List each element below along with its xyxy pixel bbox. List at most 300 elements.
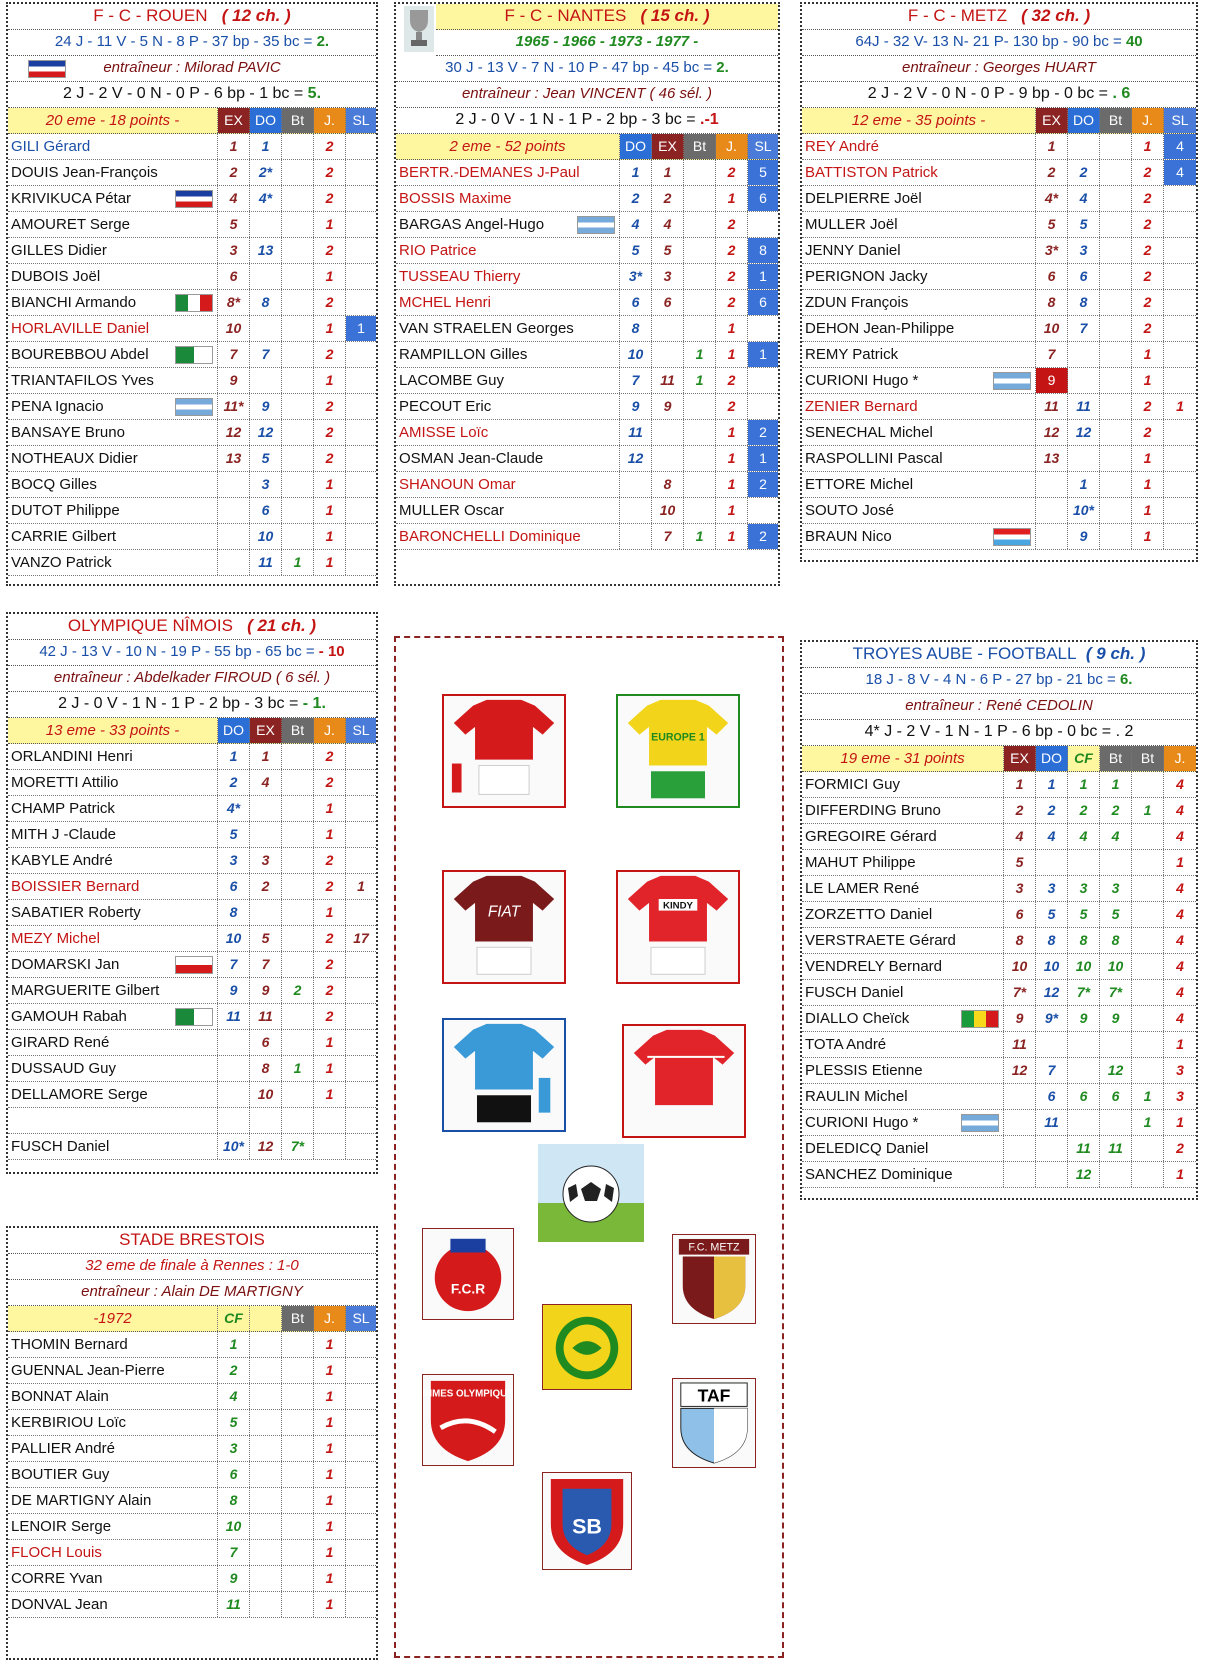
player-name: CURIONI Hugo * xyxy=(802,1110,1004,1135)
stat-cell xyxy=(1068,446,1100,471)
player-name: PENA Ignacio xyxy=(8,394,218,419)
stat-cell: 6 xyxy=(748,186,778,211)
stat-cell xyxy=(1132,772,1164,797)
stat-cell: 6 xyxy=(250,1030,282,1055)
stat-cell xyxy=(1036,1136,1068,1161)
metz-coach: entraîneur : Georges HUART xyxy=(802,56,1196,82)
stat-cell: 11 xyxy=(250,1004,282,1029)
player-name: GIRARD René xyxy=(8,1030,218,1055)
stat-cell xyxy=(250,796,282,821)
stat-cell xyxy=(346,1134,376,1159)
stat-cell: 2 xyxy=(748,524,778,549)
stat-cell: 1 xyxy=(1176,1036,1184,1052)
stat-cell: 4* xyxy=(1036,186,1068,211)
player-name: DEHON Jean-Philippe xyxy=(802,316,1036,341)
stat-cell xyxy=(1100,342,1132,367)
stat-cell xyxy=(684,420,716,445)
stat-cell: 7 xyxy=(652,524,684,549)
player-name: PALLIER André xyxy=(8,1436,218,1461)
player-name: RAULIN Michel xyxy=(802,1084,1004,1109)
rouen-panel xyxy=(6,2,378,586)
stat-cell: 7 xyxy=(250,342,282,367)
stat-cell: 1 xyxy=(346,316,376,341)
stat-cell xyxy=(1132,876,1164,901)
table-row xyxy=(802,524,1196,550)
table-row xyxy=(8,1566,376,1592)
stat-cell: 1 xyxy=(1004,772,1036,797)
stat-cell: 1 xyxy=(1176,398,1184,414)
stat-cell xyxy=(684,238,716,263)
metz-panel xyxy=(800,2,1198,562)
stat-cell xyxy=(250,900,282,925)
troyes-jersey-image xyxy=(442,1018,566,1132)
stat-cell: 1 xyxy=(716,524,748,549)
stat-cell xyxy=(250,1358,282,1383)
stat-cell: 10 xyxy=(250,524,282,549)
stat-cell xyxy=(346,160,376,185)
player-name: BERTR.-DEMANES J-Paul xyxy=(396,160,620,185)
stat-cell xyxy=(1100,186,1132,211)
stat-cell xyxy=(652,446,684,471)
stat-cell: 1 xyxy=(314,900,346,925)
stat-cell: 1 xyxy=(314,1540,346,1565)
stat-cell xyxy=(1132,928,1164,953)
stat-cell xyxy=(684,290,716,315)
stat-cell: 10* xyxy=(218,1134,250,1159)
stat-cell xyxy=(282,264,314,289)
stat-cell: 1 xyxy=(314,316,346,341)
stat-cell xyxy=(250,822,282,847)
table-row xyxy=(802,1136,1196,1162)
stat-cell: 1 xyxy=(716,446,748,471)
player-name: FUSCH Daniel xyxy=(802,980,1004,1005)
stat-cell: 1 xyxy=(748,446,778,471)
stat-cell xyxy=(620,472,652,497)
table-row xyxy=(396,342,778,368)
stat-cell: 6 xyxy=(1004,902,1036,927)
stat-cell xyxy=(282,822,314,847)
stat-cell xyxy=(282,848,314,873)
flag-icon xyxy=(175,1008,213,1026)
table-row xyxy=(8,368,376,394)
stat-cell: 1 xyxy=(314,822,346,847)
stat-cell: 1 xyxy=(314,1514,346,1539)
player-name: ZDUN François xyxy=(802,290,1036,315)
stat-cell xyxy=(346,900,376,925)
stat-cell xyxy=(1164,264,1196,289)
stat-cell: 1 xyxy=(716,342,748,367)
stat-cell: 13 xyxy=(1036,446,1068,471)
table-row xyxy=(8,1082,376,1108)
stat-cell xyxy=(1068,368,1100,393)
rouen-coach: entraîneur : Milorad PAVIC xyxy=(8,56,376,82)
stat-cell: 2 xyxy=(1132,160,1164,185)
player-name: MAHUT Philippe xyxy=(802,850,1004,875)
stat-cell: 2 xyxy=(1036,160,1068,185)
table-row xyxy=(802,368,1196,394)
stat-cell xyxy=(748,212,778,237)
player-name: BOSSIS Maxime xyxy=(396,186,620,211)
stat-cell: 1 xyxy=(314,212,346,237)
flag-icon xyxy=(175,190,213,208)
table-row xyxy=(802,902,1196,928)
stat-cell: 2 xyxy=(716,238,748,263)
stat-cell xyxy=(282,134,314,159)
nimes-title: OLYMPIQUE NÎMOIS ( 21 ch. ) xyxy=(8,614,376,640)
player-name: PLESSIS Etienne xyxy=(802,1058,1004,1083)
stat-cell xyxy=(250,1488,282,1513)
player-name: MCHEL Henri xyxy=(396,290,620,315)
stat-cell xyxy=(250,1566,282,1591)
stat-cell xyxy=(652,316,684,341)
fc-metz-text: F.C. METZ xyxy=(688,1241,740,1254)
stat-cell xyxy=(282,900,314,925)
stat-cell xyxy=(620,498,652,523)
player-name: TRIANTAFILOS Yves xyxy=(8,368,218,393)
stat-cell xyxy=(282,770,314,795)
stat-cell xyxy=(346,342,376,367)
stat-cell: 11 xyxy=(620,420,652,445)
player-name: DELPIERRE Joël xyxy=(802,186,1036,211)
stat-cell: 7 xyxy=(1036,1058,1068,1083)
rouen-player-list xyxy=(8,134,376,576)
table-row xyxy=(8,1514,376,1540)
stat-cell xyxy=(218,472,250,497)
player-name: BONNAT Alain xyxy=(8,1384,218,1409)
table-row xyxy=(8,952,376,978)
table-row xyxy=(8,1488,376,1514)
stat-cell: 12 xyxy=(218,420,250,445)
player-name: VERSTRAETE Gérard xyxy=(802,928,1004,953)
football-image xyxy=(538,1144,644,1242)
player-name: RIO Patrice xyxy=(396,238,620,263)
player-name: CHAMP Patrick xyxy=(8,796,218,821)
stat-cell xyxy=(684,316,716,341)
stat-cell xyxy=(346,1488,376,1513)
stat-cell: 8 xyxy=(218,1488,250,1513)
player-name: MITH J -Claude xyxy=(8,822,218,847)
stat-cell xyxy=(346,822,376,847)
rouen-jersey-image xyxy=(442,694,566,808)
stat-cell xyxy=(282,796,314,821)
stat-cell: 5 xyxy=(1068,212,1100,237)
stat-cell: 3 xyxy=(1176,1088,1184,1104)
stat-cell: 1 xyxy=(1132,446,1164,471)
stat-cell xyxy=(748,316,778,341)
stat-cell: 2 xyxy=(1132,394,1164,419)
stat-cell: 2* xyxy=(250,160,282,185)
nimes-panel xyxy=(6,612,378,1174)
stat-cell xyxy=(282,160,314,185)
stat-cell xyxy=(684,472,716,497)
fiat-sponsor: FIAT xyxy=(487,903,521,921)
player-name: RASPOLLINI Pascal xyxy=(802,446,1036,471)
brest-rank-row: -1972 CF Bt J. SL xyxy=(8,1306,376,1332)
stat-cell xyxy=(684,498,716,523)
stat-cell: 3 xyxy=(1176,1062,1184,1078)
stat-cell: 4 xyxy=(218,186,250,211)
stat-cell xyxy=(282,446,314,471)
stat-cell: 12 xyxy=(1100,1058,1132,1083)
stat-cell: 3 xyxy=(218,848,250,873)
stat-cell xyxy=(282,524,314,549)
stat-cell: 5 xyxy=(1036,212,1068,237)
player-name: KRIVIKUCA Pétar xyxy=(8,186,218,211)
stat-cell: 5 xyxy=(748,160,778,185)
troyes-season: 4* J - 2 V - 1 N - 1 P - 6 bp - 0 bc = . 2 xyxy=(802,720,1196,746)
player-name: THOMIN Bernard xyxy=(8,1332,218,1357)
stat-cell xyxy=(346,1332,376,1357)
stat-cell: 1 xyxy=(250,134,282,159)
stat-cell: 7 xyxy=(218,1540,250,1565)
stat-cell: 9 xyxy=(218,978,250,1003)
stat-cell: 1 xyxy=(716,420,748,445)
stat-cell: 8 xyxy=(250,290,282,315)
stat-cell: 8 xyxy=(748,238,778,263)
table-row xyxy=(802,134,1196,160)
stat-cell: 3 xyxy=(1004,876,1036,901)
metz-player-list xyxy=(802,134,1196,550)
flag-icon xyxy=(175,398,213,416)
stat-cell xyxy=(282,1488,314,1513)
stat-cell: 1 xyxy=(314,1358,346,1383)
stat-cell: 4 xyxy=(1176,828,1184,844)
stat-cell: 2 xyxy=(314,770,346,795)
stat-cell xyxy=(218,1082,250,1107)
stat-cell: 2 xyxy=(1132,186,1164,211)
stat-cell: 1 xyxy=(1176,1166,1184,1182)
stat-cell: 1 xyxy=(314,498,346,523)
nantes-player-list xyxy=(396,160,778,550)
stat-cell: 1 xyxy=(314,264,346,289)
stat-cell xyxy=(1100,1162,1132,1187)
stat-cell xyxy=(282,952,314,977)
stat-cell xyxy=(1132,954,1164,979)
stat-cell: 1 xyxy=(1132,1110,1164,1135)
stat-cell xyxy=(282,1540,314,1565)
player-name: VENDRELY Bernard xyxy=(802,954,1004,979)
stat-cell xyxy=(346,1436,376,1461)
player-name: BARGAS Angel-Hugo xyxy=(396,212,620,237)
stat-cell xyxy=(282,1108,314,1133)
player-name: GILI Gérard xyxy=(8,134,218,159)
stat-cell xyxy=(1164,238,1196,263)
troyes-record: 18 J - 8 V - 4 N - 6 P - 27 bp - 21 bc = 6. xyxy=(802,668,1196,694)
player-name: DIFFERDING Bruno xyxy=(802,798,1004,823)
stat-cell xyxy=(1164,446,1196,471)
stat-cell: 2 xyxy=(1004,798,1036,823)
stat-cell: 10 xyxy=(1100,954,1132,979)
stat-cell xyxy=(282,1436,314,1461)
player-name: LACOMBE Guy xyxy=(396,368,620,393)
player-name: SHANOUN Omar xyxy=(396,472,620,497)
stat-cell: 6 xyxy=(1068,1084,1100,1109)
stat-cell: 5 xyxy=(620,238,652,263)
stat-cell xyxy=(1036,472,1068,497)
flag-icon xyxy=(175,956,213,974)
stat-cell xyxy=(250,1462,282,1487)
stat-cell: 9 xyxy=(652,394,684,419)
stat-cell: 1 xyxy=(314,524,346,549)
stat-cell xyxy=(282,342,314,367)
stat-cell: 2 xyxy=(250,874,282,899)
stat-cell: 10 xyxy=(1068,954,1100,979)
troyes-rank-row: 19 eme - 31 points EX DO CF Bt Bt J. xyxy=(802,746,1196,772)
player-name: LENOIR Serge xyxy=(8,1514,218,1539)
stat-cell xyxy=(1100,1032,1132,1057)
stat-cell xyxy=(346,1592,376,1617)
stat-cell: 1 xyxy=(314,1436,346,1461)
table-row xyxy=(802,472,1196,498)
stat-cell xyxy=(282,290,314,315)
stat-cell xyxy=(1100,316,1132,341)
nimes-coach: entraîneur : Abdelkader FIROUD ( 6 sél. ) xyxy=(8,666,376,692)
table-row xyxy=(802,824,1196,850)
stat-cell: 3 xyxy=(218,238,250,263)
stat-cell: 4 xyxy=(1176,880,1184,896)
player-name: DELLAMORE Serge xyxy=(8,1082,218,1107)
stat-cell: 10 xyxy=(620,342,652,367)
rouen-crest-icon xyxy=(422,1228,514,1320)
stat-cell: 4 xyxy=(218,1384,250,1409)
stat-cell: 2 xyxy=(716,368,748,393)
player-name: TOTA André xyxy=(802,1032,1004,1057)
stat-cell: 3* xyxy=(620,264,652,289)
table-row xyxy=(802,798,1196,824)
stat-cell xyxy=(346,978,376,1003)
stat-cell xyxy=(1132,902,1164,927)
stat-cell: 12 xyxy=(250,420,282,445)
stat-cell: 11 xyxy=(250,550,282,575)
stat-cell xyxy=(346,1540,376,1565)
table-row xyxy=(396,290,778,316)
stat-cell xyxy=(1036,1032,1068,1057)
stat-cell: 9 xyxy=(218,1566,250,1591)
player-name: REY André xyxy=(802,134,1036,159)
stat-cell xyxy=(346,1566,376,1591)
table-row xyxy=(8,1108,376,1134)
nimes-jersey-image xyxy=(616,870,740,984)
stat-cell xyxy=(346,550,376,575)
stat-cell: 3 xyxy=(1100,876,1132,901)
nantes-crest-icon xyxy=(542,1304,632,1390)
stat-cell: 1 xyxy=(1132,134,1164,159)
stat-cell: 4 xyxy=(1164,134,1196,159)
stat-cell: 3 xyxy=(1068,876,1100,901)
stat-cell: 4 xyxy=(1164,160,1196,185)
nimes-olympique-text: NIMES OLYMPIQUE xyxy=(423,1388,513,1400)
stat-cell: 7* xyxy=(1068,980,1100,1005)
stat-cell: 7 xyxy=(218,342,250,367)
flag-icon xyxy=(961,1010,999,1028)
flag-icon xyxy=(993,528,1031,546)
stat-cell xyxy=(1004,1110,1036,1135)
stat-cell xyxy=(684,160,716,185)
stat-cell: 8 xyxy=(1068,928,1100,953)
stat-cell: 2 xyxy=(1068,798,1100,823)
stat-cell xyxy=(1036,850,1068,875)
stat-cell: 8 xyxy=(1100,928,1132,953)
table-row xyxy=(8,160,376,186)
player-name: MARGUERITE Gilbert xyxy=(8,978,218,1003)
stat-cell: 1 xyxy=(314,1592,346,1617)
table-row xyxy=(802,850,1196,876)
stat-cell: 1 xyxy=(282,550,314,575)
stat-cell xyxy=(250,1592,282,1617)
player-name: GREGOIRE Gérard xyxy=(802,824,1004,849)
table-row xyxy=(802,1162,1196,1188)
table-row xyxy=(8,1030,376,1056)
stat-cell: 7 xyxy=(218,952,250,977)
stat-cell: 11 xyxy=(652,368,684,393)
stat-cell xyxy=(346,1410,376,1435)
stat-cell: 2 xyxy=(314,744,346,769)
stat-cell: 1 xyxy=(314,368,346,393)
stat-cell xyxy=(282,1082,314,1107)
stat-cell: 4 xyxy=(1176,802,1184,818)
table-row xyxy=(8,472,376,498)
player-name: OSMAN Jean-Claude xyxy=(396,446,620,471)
table-row xyxy=(8,1436,376,1462)
stat-cell: 1 xyxy=(716,186,748,211)
stat-cell: 9 xyxy=(1100,1006,1132,1031)
troyes-panel xyxy=(800,640,1198,1200)
player-name: LE LAMER René xyxy=(802,876,1004,901)
stat-cell: 10 xyxy=(652,498,684,523)
stat-cell xyxy=(346,186,376,211)
stat-cell: 10 xyxy=(1036,316,1068,341)
stat-cell: 10* xyxy=(1068,498,1100,523)
rouen-record: 24 J - 11 V - 5 N - 8 P - 37 bp - 35 bc = 2. xyxy=(8,30,376,56)
brest-crest-icon xyxy=(542,1472,632,1570)
stat-cell xyxy=(346,744,376,769)
stat-cell: 11 xyxy=(1100,1136,1132,1161)
stat-cell: 12 xyxy=(1068,420,1100,445)
stat-cell xyxy=(1068,342,1100,367)
stat-cell: 5 xyxy=(218,212,250,237)
stat-cell xyxy=(1132,980,1164,1005)
stat-cell: 1 xyxy=(314,1566,346,1591)
table-row xyxy=(8,744,376,770)
table-row xyxy=(8,134,376,160)
stat-cell: 10 xyxy=(1036,954,1068,979)
stat-cell xyxy=(250,1436,282,1461)
stat-cell xyxy=(282,316,314,341)
stat-cell xyxy=(346,1082,376,1107)
stat-cell: 8 xyxy=(1004,928,1036,953)
europe1-sponsor: EUROPE 1 xyxy=(651,731,705,744)
stat-cell: 8* xyxy=(218,290,250,315)
metz-rank-row: 12 eme - 35 points - EX DO Bt J. SL xyxy=(802,108,1196,134)
table-row xyxy=(8,212,376,238)
stat-cell: 1 xyxy=(716,472,748,497)
stat-cell: 8 xyxy=(1036,928,1068,953)
stat-cell: 2 xyxy=(314,926,346,951)
table-row xyxy=(802,980,1196,1006)
stat-cell: 10 xyxy=(1004,954,1036,979)
stat-cell xyxy=(250,212,282,237)
player-name: BARONCHELLI Dominique xyxy=(396,524,620,549)
stat-cell: 1 xyxy=(1036,772,1068,797)
stat-cell: 4 xyxy=(1036,824,1068,849)
stat-cell xyxy=(1132,1032,1164,1057)
player-name: BIANCHI Armando xyxy=(8,290,218,315)
stat-cell: 11 xyxy=(1068,1136,1100,1161)
stat-cell: 11 xyxy=(1004,1032,1036,1057)
stat-cell xyxy=(282,1514,314,1539)
stat-cell xyxy=(346,848,376,873)
brest-subtitle: 32 eme de finale à Rennes : 1-0 xyxy=(8,1254,376,1280)
